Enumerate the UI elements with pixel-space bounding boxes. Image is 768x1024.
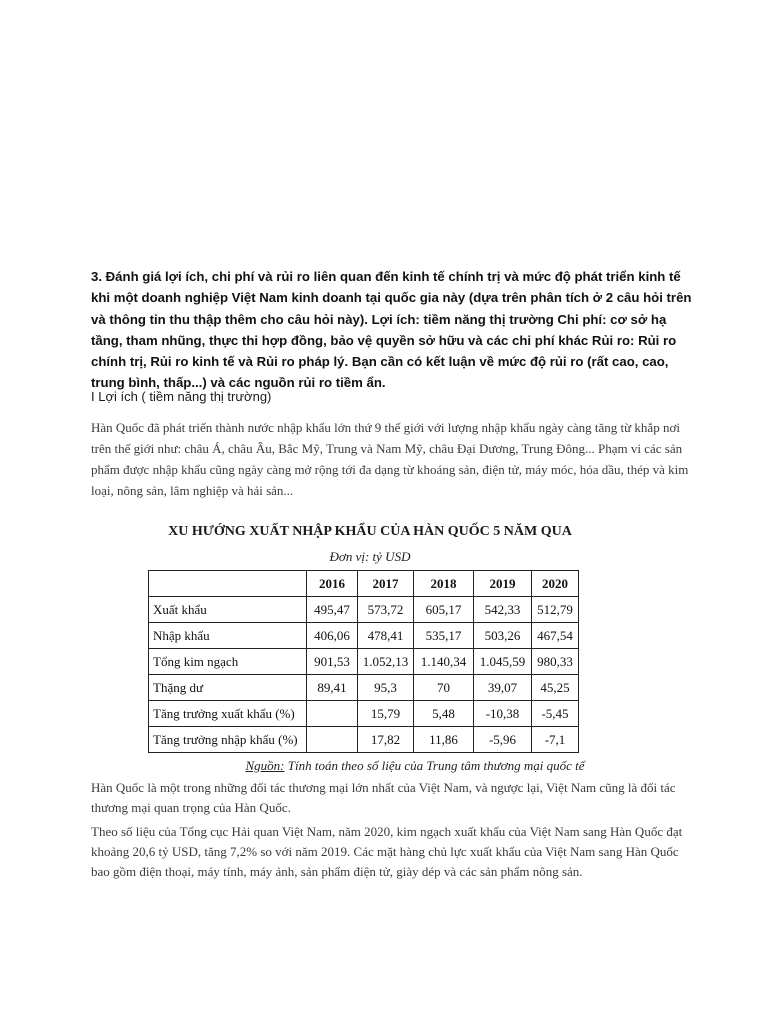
table-cell: 5,48 <box>414 701 474 727</box>
table-cell: 467,54 <box>532 623 579 649</box>
table-header-cell: 2016 <box>307 571 358 597</box>
question-heading: 3. Đánh giá lợi ích, chi phí và rủi ro liên quan đến kinh tế chính trị và mức độ phát triển kinh tế khi một doanh nghiệp Việt Nam kinh doanh tại quốc gia này (dựa trên phân tích ở 2 câu hỏi trên và thông tin thu thập thêm cho câu hỏi này). Lợi ích: tiềm năng thị trường Chi phí: cơ sở hạ tầng, tham nhũng, thực thi hợp đồng, bảo vệ quyền sở hữu và các chi phí khác Rủi ro: Rủi ro chính trị, Rủi ro kinh tế và Rủi ro pháp lý. Bạn cần có kết luận về mức độ rủi ro (rất cao, cao, trung bình, thấp...) và các nguồn rủi ro tiềm ẩn. <box>91 269 692 391</box>
table-cell: 15,79 <box>358 701 414 727</box>
table-row <box>149 649 579 675</box>
source-text: Tính toán theo số liệu của Trung tâm thương mại quốc tế <box>284 758 585 773</box>
table-cell: -10,38 <box>474 701 532 727</box>
intro-paragraph: Hàn Quốc đã phát triển thành nước nhập khẩu lớn thứ 9 thế giới với lượng nhập khẩu ngày càng tăng từ khắp nơi trên thế giới như: châu Á, châu Âu, Bắc Mỹ, Trung và Nam Mỹ, châu Đại Dương, Trung Đông... Phạm vi các sản phẩm được nhập khẩu cũng ngày càng mở rộng tới đa dạng từ khoáng sản, điện tử, máy móc, hóa dầu, thép và kim loại, nông sản, lâm nghiệp và hải sản... <box>91 420 689 498</box>
export-paragraph: Theo số liệu của Tổng cục Hải quan Việt Nam, năm 2020, kim ngạch xuất khẩu của Việt Nam sang Hàn Quốc đạt khoảng 20,6 tỷ USD, tăng 7,2% so với năm 2019. Các mặt hàng chủ lực xuất khẩu của Việt Nam sang Hàn Quốc bao gồm điện thoại, máy tính, máy ảnh, sản phẩm điện tử, giày dép và các sản phẩm nông sản. <box>91 824 683 879</box>
table-cell: 89,41 <box>307 675 358 701</box>
row-label: Xuất khẩu <box>149 597 307 623</box>
table-header-row <box>149 571 579 597</box>
table-cell: 39,07 <box>474 675 532 701</box>
table-cell: 70 <box>414 675 474 701</box>
table-row <box>149 701 579 727</box>
table-row <box>149 623 579 649</box>
table-row <box>149 727 579 753</box>
table-cell: 17,82 <box>358 727 414 753</box>
table-cell: 980,33 <box>532 649 579 675</box>
table-cell: -5,45 <box>532 701 579 727</box>
table-cell: 1.052,13 <box>358 649 414 675</box>
table-cell: 478,41 <box>358 623 414 649</box>
row-label: Tăng trưởng nhập khẩu (%) <box>149 727 307 753</box>
section-heading: I Lợi ích ( tiềm năng thị trường) <box>91 389 272 404</box>
table-cell: -5,96 <box>474 727 532 753</box>
table-cell: 495,47 <box>307 597 358 623</box>
partner-paragraph: Hàn Quốc là một trong những đối tác thương mại lớn nhất của Việt Nam, và ngược lại, Việt Nam cũng là đối tác thương mại quan trọng của Hàn Quốc. <box>91 780 676 815</box>
table-cell: 503,26 <box>474 623 532 649</box>
table-cell: 1.140,34 <box>414 649 474 675</box>
table-header-cell: 2019 <box>474 571 532 597</box>
table-header-cell: 2017 <box>358 571 414 597</box>
table-cell: 95,3 <box>358 675 414 701</box>
table-cell: 901,53 <box>307 649 358 675</box>
table-row <box>149 597 579 623</box>
table-cell <box>307 727 358 753</box>
table-header-cell: 2018 <box>414 571 474 597</box>
table-cell: 605,17 <box>414 597 474 623</box>
row-label: Tổng kim ngạch <box>149 649 307 675</box>
table-cell: 45,25 <box>532 675 579 701</box>
row-label: Tăng trưởng xuất khẩu (%) <box>149 701 307 727</box>
table-unit: Đơn vị: tỷ USD <box>329 549 411 564</box>
table-cell: 535,17 <box>414 623 474 649</box>
table-cell: 11,86 <box>414 727 474 753</box>
row-label: Thặng dư <box>149 675 307 701</box>
table-cell: 512,79 <box>532 597 579 623</box>
table-row <box>149 675 579 701</box>
table-cell: 542,33 <box>474 597 532 623</box>
table-header-cell <box>149 571 307 597</box>
table-header-cell: 2020 <box>532 571 579 597</box>
table-title: XU HƯỚNG XUẤT NHẬP KHẨU CỦA HÀN QUỐC 5 NĂM QUA <box>168 524 572 539</box>
trade-table <box>148 570 579 753</box>
table-cell: -7,1 <box>532 727 579 753</box>
table-cell <box>307 701 358 727</box>
table-cell: 1.045,59 <box>474 649 532 675</box>
table-cell: 406,06 <box>307 623 358 649</box>
table-source <box>150 758 680 774</box>
source-label: Nguồn: <box>245 758 285 773</box>
row-label: Nhập khẩu <box>149 623 307 649</box>
table-cell: 573,72 <box>358 597 414 623</box>
